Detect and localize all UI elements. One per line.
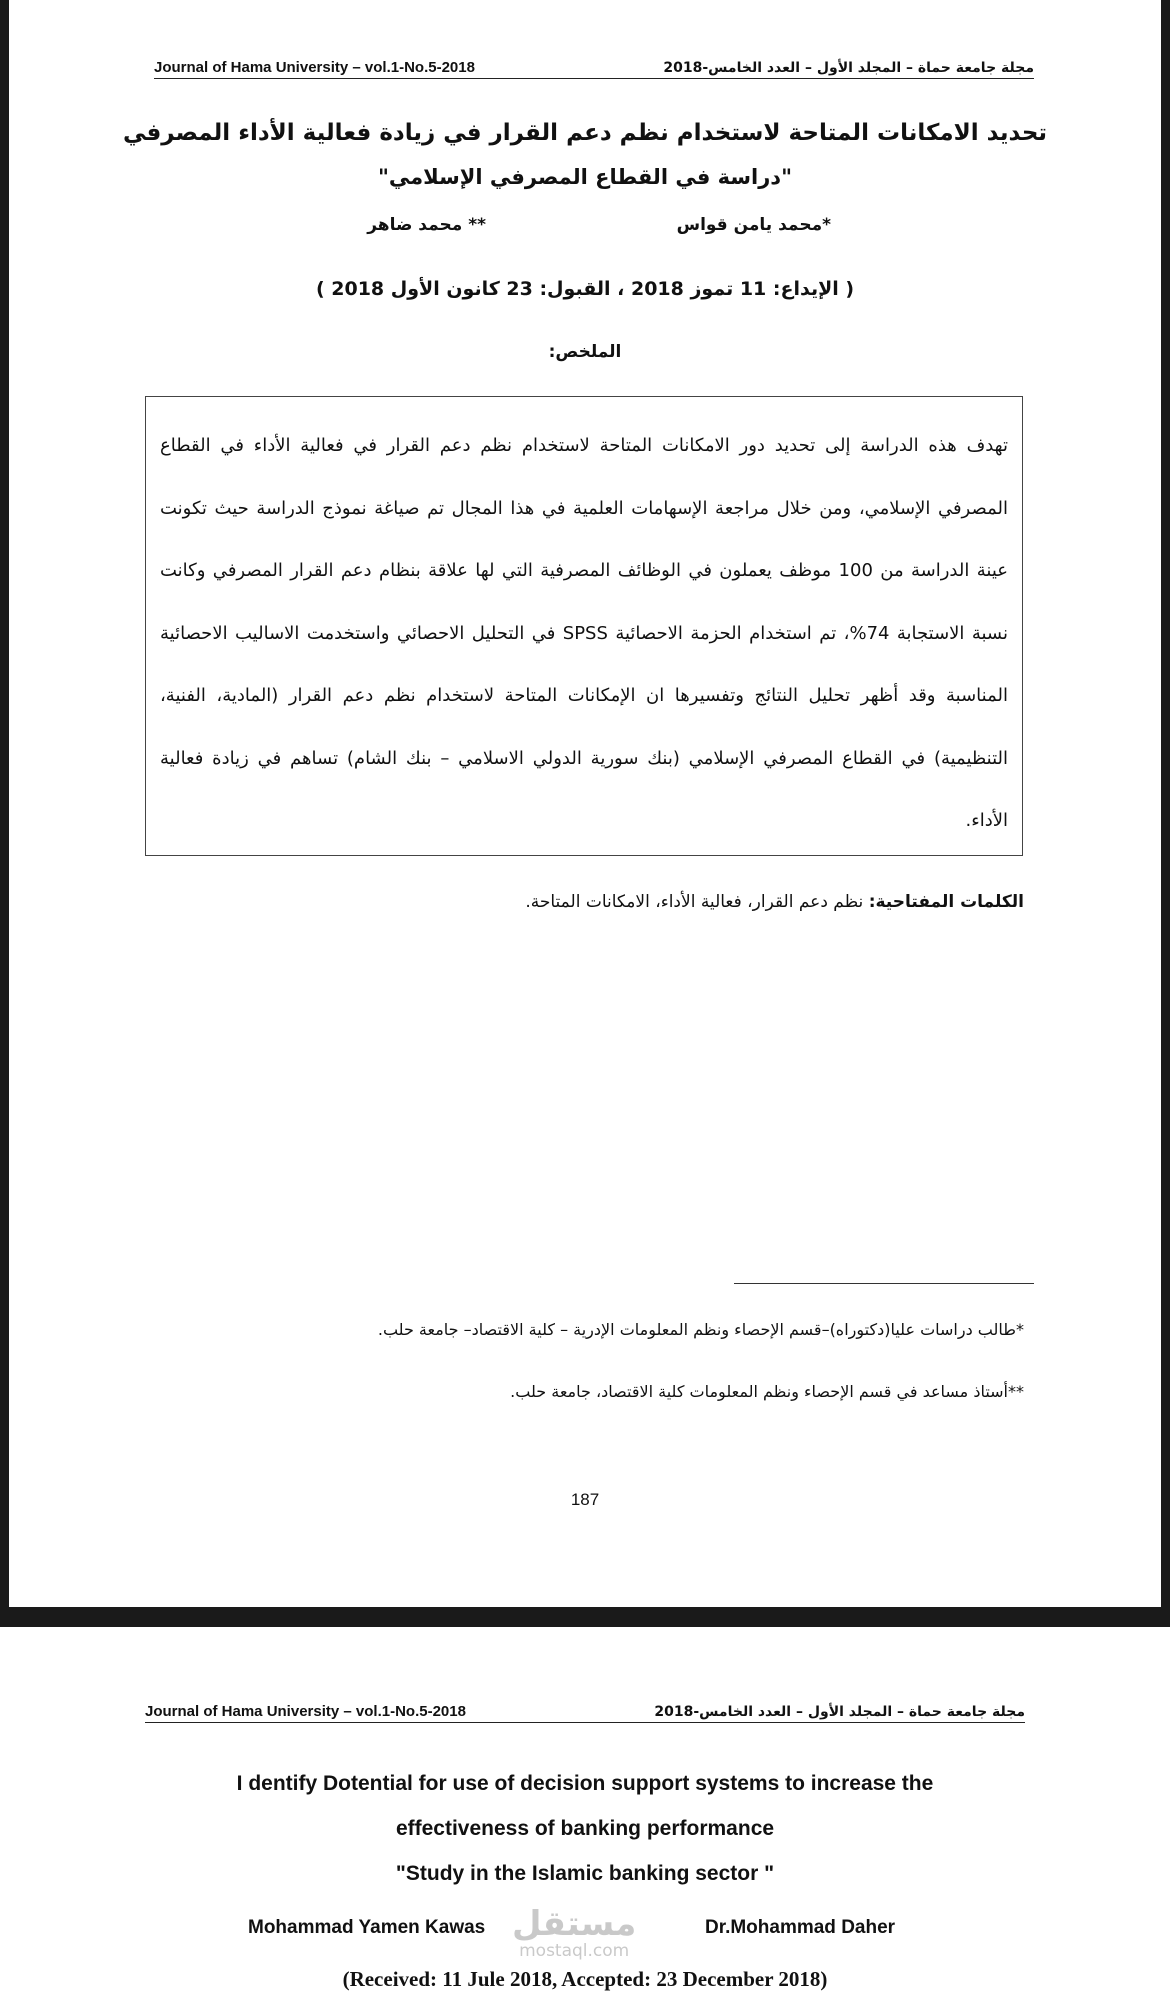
abstract-text: تهدف هذه الدراسة إلى تحديد دور الامكانات المتاحة لاستخدام نظم دعم القرار في فعالية الأداء في القطاع المصرفي الإسلامي، ومن خلال مراجعة الإسهامات العلمية في هذا المجال تم صياغة نموذج الدراسة حيث تكونت عينة الدراسة من 100 موظف يعملون في الوظائف المصرفية التي لها علاقة بنظام دعم القرار المصرفي وكانت نسبة الاستجابة 74%، تم استخدام الحزمة الاحصائية SPSS في التحليل الاحصائي واستخدمت الاساليب الاحصائية المناسبة وقد أظهر تحليل النتائج وتفسيرها ان الإمكانات المتاحة لاستخدام نظم دعم القرار (المادية، الفنية، التنظيمية) في القطاع المصرفي الإسلامي (بنك سورية الدولي الاسلامي – بنك الشام) تساهم في زيادة فعالية الأداء. bbox=[160, 435, 1008, 831]
header-journal-english-2: Journal of Hama University – vol.1-No.5-2018 bbox=[145, 1703, 466, 1720]
english-title-line2: effectiveness of banking performance bbox=[395, 1817, 775, 1840]
author-2: ** محمد ضاهر bbox=[367, 215, 486, 235]
author-1: *محمد يامن قواس bbox=[676, 215, 831, 235]
arabic-title-line1: تحديد الامكانات المتاحة لاستخدام نظم دعم القرار في زيادة فعالية الأداء المصرفي bbox=[122, 120, 1048, 146]
header-journal-english: Journal of Hama University – vol.1-No.5-2018 bbox=[154, 59, 475, 76]
footnote-2: **أستاذ مساعد في قسم الإحصاء ونظم المعلومات كلية الاقتصاد، جامعة حلب. bbox=[510, 1382, 1024, 1401]
keywords-text: نظم دعم القرار، فعالية الأداء، الامكانات المتاحة. bbox=[525, 892, 869, 912]
page-number: 187 bbox=[570, 1490, 600, 1509]
english-title-line3: "Study in the Islamic banking sector " bbox=[395, 1862, 775, 1885]
footnote-1: *طالب دراسات عليا(دكتوراه)–قسم الإحصاء ونظم المعلومات الإدرية – كلية الاقتصاد– جامعة حلب. bbox=[377, 1320, 1024, 1339]
abstract-heading: الملخص: bbox=[548, 342, 622, 362]
submission-dates: ( الإيداع: 11 تموز 2018 ، القبول: 23 كانون الأول 2018 ) bbox=[315, 278, 855, 300]
document-page-1 bbox=[9, 0, 1161, 1607]
header-journal-arabic-2: مجلة جامعة حماة – المجلد الأول – العدد الخامس-2018 bbox=[654, 1704, 1025, 1720]
watermark-arabic: مستقل bbox=[512, 1904, 637, 1944]
abstract-box bbox=[145, 396, 1023, 856]
running-header-2 bbox=[145, 1696, 1025, 1723]
mostaql-watermark bbox=[512, 1904, 637, 1961]
running-header bbox=[154, 52, 1034, 79]
watermark-latin: mostaql.com bbox=[519, 1941, 630, 1961]
footnote-divider bbox=[734, 1283, 1034, 1284]
keywords-line bbox=[525, 892, 1024, 912]
english-title-line1: I dentify Dotential for use of decision support systems to increase the bbox=[236, 1772, 934, 1795]
keywords-label: الكلمات المفتاحية: bbox=[868, 892, 1024, 912]
english-author-2: Dr.Mohammad Daher bbox=[705, 1917, 896, 1938]
english-author-1: Mohammad Yamen Kawas bbox=[248, 1917, 486, 1938]
arabic-title-line2: "دراسة في القطاع المصرفي الإسلامي" bbox=[377, 165, 793, 189]
english-dates: (Received: 11 Jule 2018, Accepted: 23 December 2018) bbox=[342, 1967, 828, 1991]
header-journal-arabic: مجلة جامعة حماة – المجلد الأول – العدد الخامس-2018 bbox=[663, 60, 1034, 76]
